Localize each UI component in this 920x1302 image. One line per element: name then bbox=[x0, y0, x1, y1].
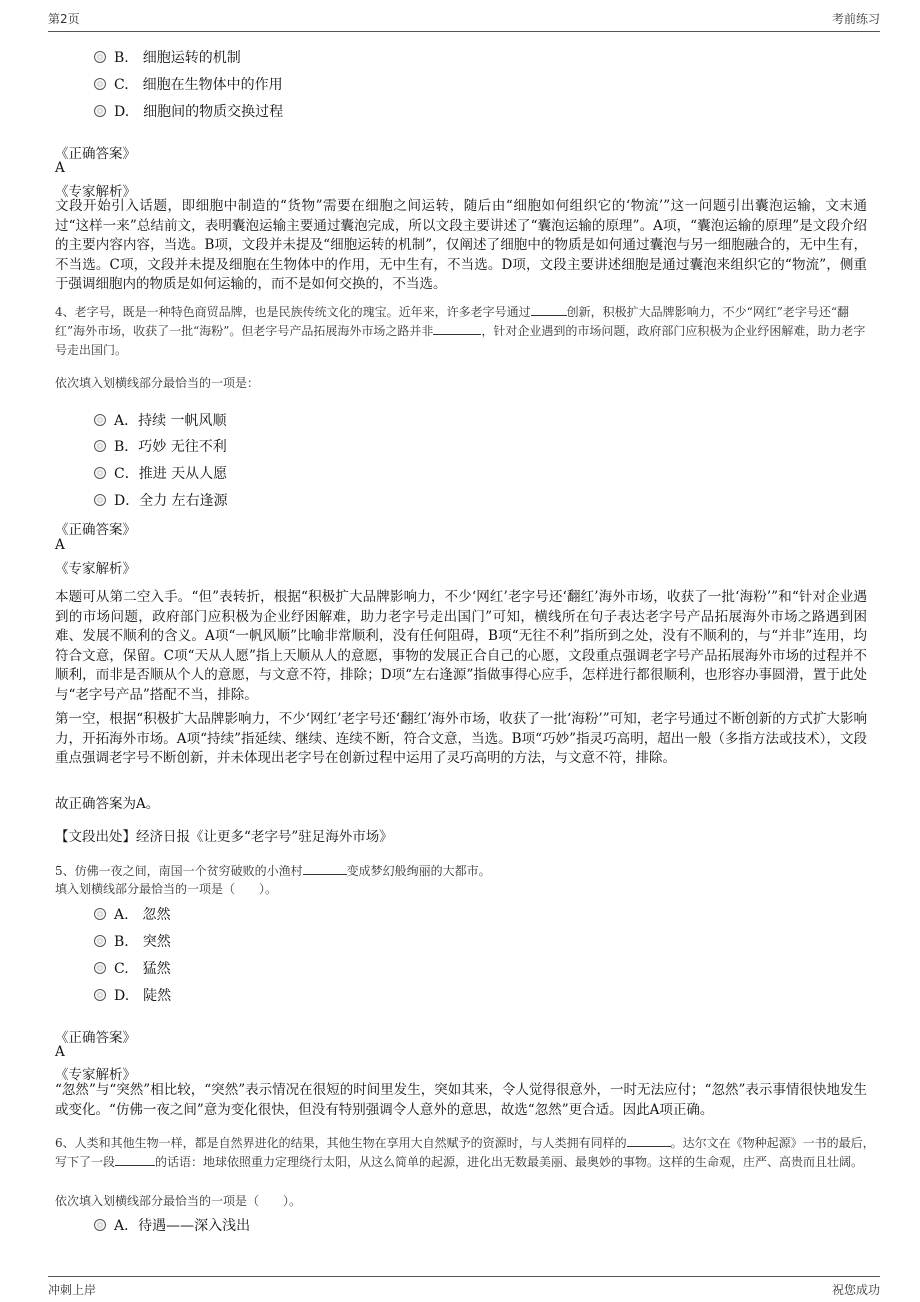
radio-icon[interactable] bbox=[94, 962, 106, 974]
footer-right: 祝您成功 bbox=[831, 1283, 880, 1297]
q5-stem: 5、仿佛一夜之间，南国一个贫穷破败的小渔村 变成梦幻般绚丽的大都市。 bbox=[55, 864, 491, 878]
q4-prompt: 依次填入划横线部分最恰当的一项是： bbox=[55, 376, 260, 390]
radio-icon[interactable] bbox=[94, 51, 106, 63]
q4-option-c[interactable]: C．推进 天从人愿 bbox=[94, 463, 227, 483]
q3-analysis: 文段开始引入话题，即细胞中制造的“货物”需要在细胞之间运转，随后由“细胞如何组织它的‘物流’”这一问题引出囊泡运输，文末通过“这样一来”总结前文，表明囊泡运输主要通过囊泡完成，所以文段主要讲述了“囊泡运输的原理”。A项，“囊泡运输的原理”是文段介绍的主要内容内容，当选。B项，文段并未提及“细胞运转的机制”，仅阐述了细胞中的物质是如何通过囊泡与另一细胞融合的，无中生有，不当选。C项，文段并未提及细胞在生物体中的作用，无中生有，不当选。D项，文段主要讲述细胞是通过囊泡来组织它的“物流”，侧重于强调细胞内的物质是如何运输的，而不是如何交换的，不当选。 bbox=[55, 198, 867, 292]
blank bbox=[303, 874, 347, 875]
q4-analysis-para3: 故正确答案为A。 bbox=[55, 796, 160, 812]
blank bbox=[627, 1146, 671, 1147]
q5-analysis-label: 《专家解析》 bbox=[55, 1067, 136, 1083]
radio-icon[interactable] bbox=[94, 989, 106, 1001]
q4-option-b[interactable]: B．巧妙 无往不利 bbox=[94, 436, 227, 456]
header-title: 考前练习 bbox=[831, 12, 880, 26]
radio-icon[interactable] bbox=[94, 467, 106, 479]
blank bbox=[433, 334, 481, 335]
q4-analysis-para1: 本题可从第二空入手。“但”表转折，根据“积极扩大品牌影响力，不少‘网红’老字号还‘翻红’海外市场，收获了一批‘海粉’”和“针对企业遇到的市场问题，政府部门应积极为企业纾困解难，助力老字号走出国门”可知，横线所在句子表达老字号产品拓展海外市场之路遇到困难、发展不顺利的含义。A项“一帆风顺”比喻非常顺利，没有任何阻碍，B项“无往不利”指所到之处，没有不顺利的，与“并非”连用，均符合文意，保留。C项“天从人愿”指上天顺从人的意愿，事物的发展正合自己的心愿，文段重点强调老字号产品拓展海外市场的过程并不顺利，而非是否顺从个人的意愿，与文意不符，排除；D项“左右逢源”指做事得心应手，怎样进行都很顺利，也形容办事圆滑，置于此处与“老字号产品”搭配不当，排除。 bbox=[55, 589, 867, 703]
q3-answer: A bbox=[55, 160, 65, 176]
footer-left: 冲刺上岸 bbox=[48, 1283, 97, 1297]
q5-analysis: “忽然”与“突然”相比较，“突然”表示情况在很短的时间里发生，突如其来，令人觉得很意外，一时无法应付；“忽然”表示事情很快地发生或变化。“仿佛一夜之间”意为变化很快，但没有特别强调令人意外的意思，故选“忽然”更合适。因此A项正确。 bbox=[55, 1082, 867, 1118]
q3-answer-label: 《正确答案》 bbox=[55, 146, 136, 162]
q4-answer-label: 《正确答案》 bbox=[55, 522, 136, 538]
blank bbox=[115, 1165, 155, 1166]
page-header bbox=[48, 10, 880, 32]
q4-source: 【文段出处】经济日报《让更多“老字号”驻足海外市场》 bbox=[55, 829, 393, 845]
q4-analysis-label: 《专家解析》 bbox=[55, 561, 136, 577]
radio-icon[interactable] bbox=[94, 414, 106, 426]
q3-analysis-label: 《专家解析》 bbox=[55, 184, 136, 200]
q3-option-b[interactable]: B. 细胞运转的机制 bbox=[94, 47, 241, 67]
q6-stem: 6、人类和其他生物一样，都是自然界进化的结果，其他生物在享用大自然赋予的资源时，与人类拥有同样的 。达尔文在《物种起源》一书的最后，写下了一段 的话语：地球依照重力定理绕行太阳，从这么简单的起源，进化出无数最美丽、最奥妙的事物。这样的生命观，庄严、高贵而且壮阔。 bbox=[55, 1136, 875, 1169]
radio-icon[interactable] bbox=[94, 78, 106, 90]
radio-icon[interactable] bbox=[94, 105, 106, 117]
q6-option-a[interactable]: A．待遇——深入浅出 bbox=[94, 1215, 250, 1235]
q5-answer-label: 《正确答案》 bbox=[55, 1030, 136, 1046]
radio-icon[interactable] bbox=[94, 935, 106, 947]
radio-icon[interactable] bbox=[94, 908, 106, 920]
page-number: 第2页 bbox=[48, 12, 80, 26]
q4-answer: A bbox=[55, 537, 65, 553]
q4-analysis-para2: 第一空，根据“积极扩大品牌影响力，不少‘网红’老字号还‘翻红’海外市场，收获了一批‘海粉’”可知，老字号通过不断创新的方式扩大影响力，开拓海外市场。A项“持续”指延续、继续、连续不断，符合文意，当选。B项“巧妙”指灵巧高明，超出一般（多指方法或技术），文段重点强调老字号不断创新，并未体现出老字号在创新过程中运用了灵巧高明的方法，与文意不符，排除。 bbox=[55, 711, 867, 766]
q4-option-d[interactable]: D．全力 左右逢源 bbox=[94, 490, 228, 510]
radio-icon[interactable] bbox=[94, 440, 106, 452]
q5-answer: A bbox=[55, 1044, 65, 1060]
q4-stem: 4、老字号，既是一种特色商贸品牌，也是民族传统文化的瑰宝。近年来，许多老字号通过 创新，积极扩大品牌影响力，不少“网红”老字号还“翻红”海外市场，收获了一批“海粉”。但老字号产品拓展海外市场之路并非 ，针对企业遇到的市场问题，政府部门应积极为企业纾困解难，助力老字号走出国门。 bbox=[55, 305, 866, 357]
q5-prompt: 填入划横线部分最恰当的一项是（ ）。 bbox=[55, 882, 278, 896]
q6-prompt: 依次填入划横线部分最恰当的一项是（ ）。 bbox=[55, 1194, 302, 1208]
q3-option-c[interactable]: C. 细胞在生物体中的作用 bbox=[94, 74, 283, 94]
q5-option-c[interactable]: C. 猛然 bbox=[94, 958, 171, 978]
q5-option-b[interactable]: B. 突然 bbox=[94, 931, 171, 951]
q5-option-d[interactable]: D. 陡然 bbox=[94, 985, 171, 1005]
radio-icon[interactable] bbox=[94, 1219, 106, 1231]
blank bbox=[531, 315, 567, 316]
q5-option-a[interactable]: A. 忽然 bbox=[94, 904, 171, 924]
q3-option-d[interactable]: D. 细胞间的物质交换过程 bbox=[94, 101, 283, 121]
q4-option-a[interactable]: A．持续 一帆风顺 bbox=[94, 410, 227, 430]
radio-icon[interactable] bbox=[94, 494, 106, 506]
page-footer bbox=[48, 1276, 880, 1298]
